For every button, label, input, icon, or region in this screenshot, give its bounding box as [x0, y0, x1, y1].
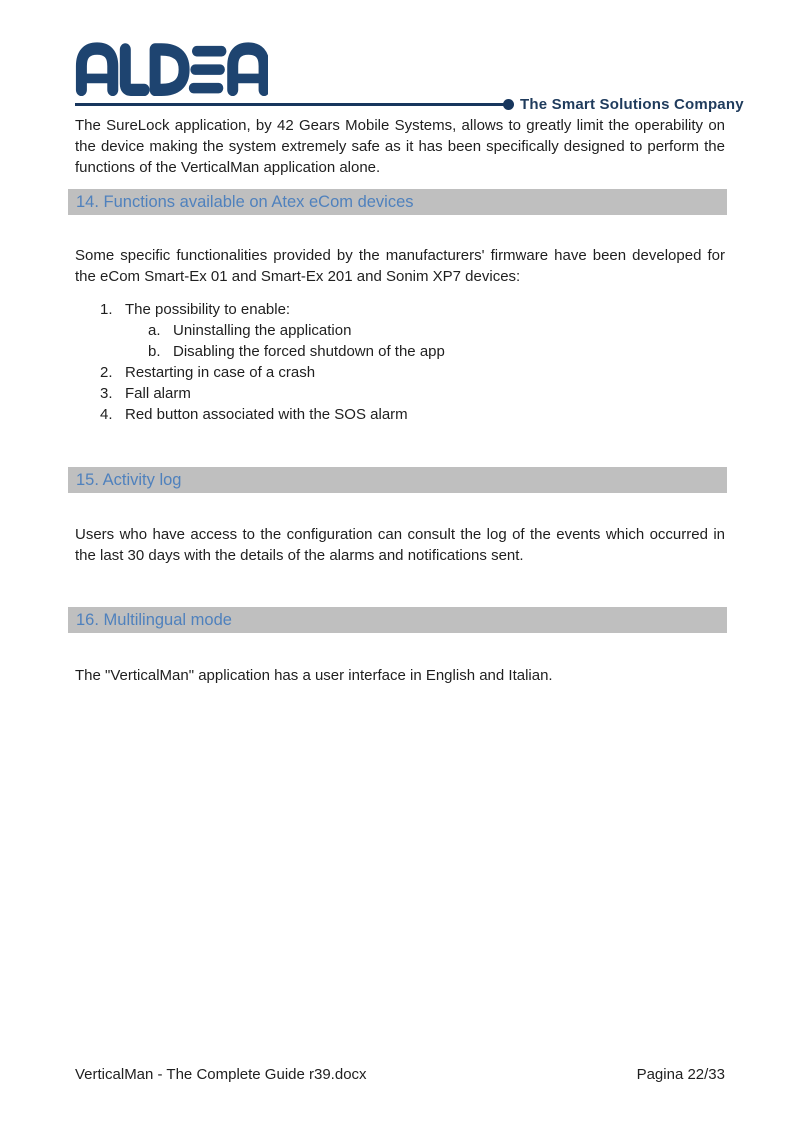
list-text: Disabling the forced shutdown of the app — [173, 343, 445, 360]
logo-letter-e — [194, 51, 222, 88]
list-marker: 2. — [100, 364, 113, 381]
logo-letter-l — [125, 49, 144, 89]
section-16-paragraph: The "VerticalMan" application has a user interface in English and Italian. — [75, 667, 553, 684]
list-item — [75, 383, 725, 404]
list-text: Uninstalling the application — [173, 322, 352, 339]
list-marker: 4. — [100, 406, 113, 423]
list-text: Fall alarm — [125, 385, 191, 402]
list-item — [75, 341, 725, 362]
footer-page-number: Pagina 22/33 — [636, 1066, 725, 1083]
footer-document-title: VerticalMan - The Complete Guide r39.docx — [75, 1066, 367, 1083]
section-14-list — [75, 299, 725, 425]
list-item — [75, 320, 725, 341]
list-marker: 1. — [100, 301, 113, 318]
header-rule — [75, 103, 505, 106]
list-text: The possibility to enable: — [125, 301, 291, 318]
list-text: Red button associated with the SOS alarm — [125, 406, 408, 423]
bullet-dot-icon — [503, 99, 514, 110]
company-tagline: The Smart Solutions Company — [520, 96, 744, 113]
list-item — [75, 404, 725, 425]
aldea-logo — [72, 38, 268, 96]
list-item — [75, 299, 725, 320]
list-marker: a. — [148, 322, 161, 339]
section-heading-14: 14. Functions available on Atex eCom devices — [68, 189, 727, 215]
section-15-paragraph: Users who have access to the configuration can consult the log of the events which occurred in the last 30 days with the details of the alarms and notifications sent. — [75, 526, 725, 564]
list-marker: 3. — [100, 385, 113, 402]
list-item — [75, 362, 725, 383]
section-heading-16: 16. Multilingual mode — [68, 607, 727, 633]
section-heading-15: 15. Activity log — [68, 467, 727, 493]
list-text: Restarting in case of a crash — [125, 364, 316, 381]
logo-letter-a2 — [233, 49, 264, 90]
intro-paragraph: The SureLock application, by 42 Gears Mobile Systems, allows to greatly limit the operability on the device making the system extremely safe as it has been specifically designed to perform the functions of the VerticalMan application alone. — [75, 117, 725, 176]
section-14-paragraph: Some specific functionalities provided by the manufacturers' firmware have been developed for the eCom Smart-Ex 01 and Smart-Ex 201 and Sonim XP7 devices: — [75, 247, 725, 285]
page-footer — [75, 1066, 725, 1083]
list-marker: b. — [148, 343, 161, 360]
logo-letter-a1 — [81, 49, 112, 90]
logo-letter-d — [155, 49, 184, 89]
